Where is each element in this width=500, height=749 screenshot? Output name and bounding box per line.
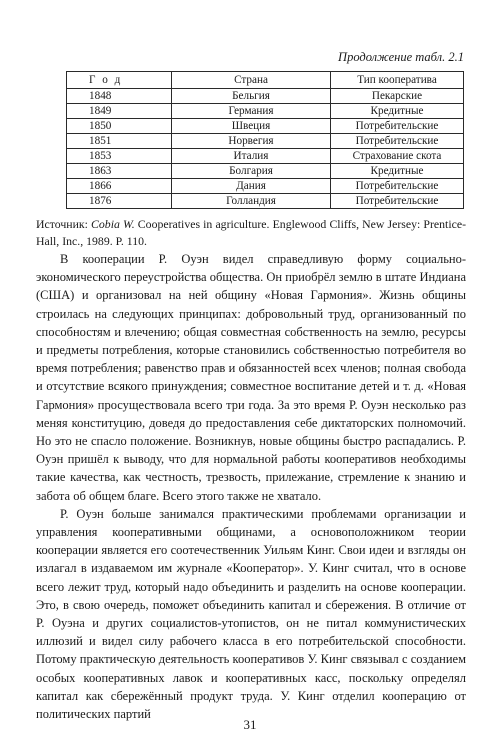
cell-year: 1849 (67, 104, 172, 119)
cell-coop-type: Пекарские (331, 89, 464, 104)
cooperatives-table (66, 71, 464, 209)
table-header-row (67, 72, 464, 89)
cell-country: Болгария (172, 164, 331, 179)
cell-country: Дания (172, 179, 331, 194)
cell-country: Голландия (172, 194, 331, 209)
cell-coop-type: Страхование скота (331, 149, 464, 164)
cell-coop-type: Потребительские (331, 134, 464, 149)
table-continuation-caption: Продолжение табл. 2.1 (338, 50, 464, 64)
cell-year: 1863 (67, 164, 172, 179)
source-details: Cooperatives in agriculture. Englewood Cliffs, New Jersey: Prentice-Hall, Inc., 1989. P. 110. (36, 217, 466, 248)
cell-coop-type: Кредитные (331, 104, 464, 119)
table-row (67, 104, 464, 119)
cell-year: 1848 (67, 89, 172, 104)
cell-country: Италия (172, 149, 331, 164)
table-row (67, 134, 464, 149)
table-row (67, 89, 464, 104)
table-row (67, 194, 464, 209)
cell-coop-type: Потребительские (331, 179, 464, 194)
header-coop-type: Тип кооператива (331, 72, 464, 89)
paragraph: В кооперации Р. Оуэн видел справедливую форму социально-экономического переустройства общества. Он приобрёл землю в штате Индиана (США) и организовал на ней общину «Новая Гармония». Жизнь общины строилась на следующих принципах: добровольный труд, организованный по способностям и влечению; общая совместная собственность на землю, ресурсы и предметы потребления, которые становились собственностью потребителя во время потребления; равенство прав и обязанностей всех членов; полная свобода и отсутствие всякого принуждения; совместное воспитание детей и т. д. «Новая Гармония» просуществовала всего три года. За это время Р. Оуэн несколько раз меняя конституцию, доведя до предоставления себе диктаторских полномочий. Но это не спасло положение. Возникнув, новые общины быстро распадались. Р. Оуэн пришёл к выводу, что для нормальной работы кооперативов необходимы такие качества, как честность, трезвость, прилежание, стремление к знанию и забота об общем благе. Всего этого также не хватало. (36, 252, 466, 503)
page-number: 31 (243, 717, 257, 732)
cell-country: Бельгия (172, 89, 331, 104)
table-row (67, 179, 464, 194)
cell-year: 1853 (67, 149, 172, 164)
paragraph: Р. Оуэн больше занимался практическими проблемами организации и управления кооперативными общинами, а основоположником теории кооперации является его соотечественник Уильям Кинг. Свои идеи и взгляды он излагал в издаваемом им журнале «Кооператор». У. Кинг считал, что в основе всего лежит труд, который надо объединить и разделить на основе кооперации. Это, в свою очередь, поможет объединить капитал и сбережения. В отличие от Р. Оуэна и других социалистов-утопистов, он не питал коммунистических иллюзий и видел силу рабочего класса в его потребительской способности. Потому практическую деятельность кооперативов У. Кинг связывал с созданием особых кооперативных лавок и кооперативных касс, поскольку определял капитал как сбережённый продукт труда. У. Кинг отделил кооперацию от политических партий (36, 506, 466, 722)
cell-year: 1876 (67, 194, 172, 209)
cell-country: Швеция (172, 119, 331, 134)
source-author: Cobia W. (91, 217, 135, 231)
body-text (36, 250, 466, 723)
table-source-note (36, 216, 466, 250)
cell-year: 1866 (67, 179, 172, 194)
source-label: Источник: (36, 217, 92, 231)
table-row (67, 164, 464, 179)
cell-year: 1851 (67, 134, 172, 149)
cell-country: Норвегия (172, 134, 331, 149)
cell-country: Германия (172, 104, 331, 119)
table-row (67, 149, 464, 164)
header-country: Страна (172, 72, 331, 89)
header-year: Г о д (67, 72, 172, 89)
cell-year: 1850 (67, 119, 172, 134)
cell-coop-type: Потребительские (331, 119, 464, 134)
cell-coop-type: Потребительские (331, 194, 464, 209)
table-row (67, 119, 464, 134)
cell-coop-type: Кредитные (331, 164, 464, 179)
